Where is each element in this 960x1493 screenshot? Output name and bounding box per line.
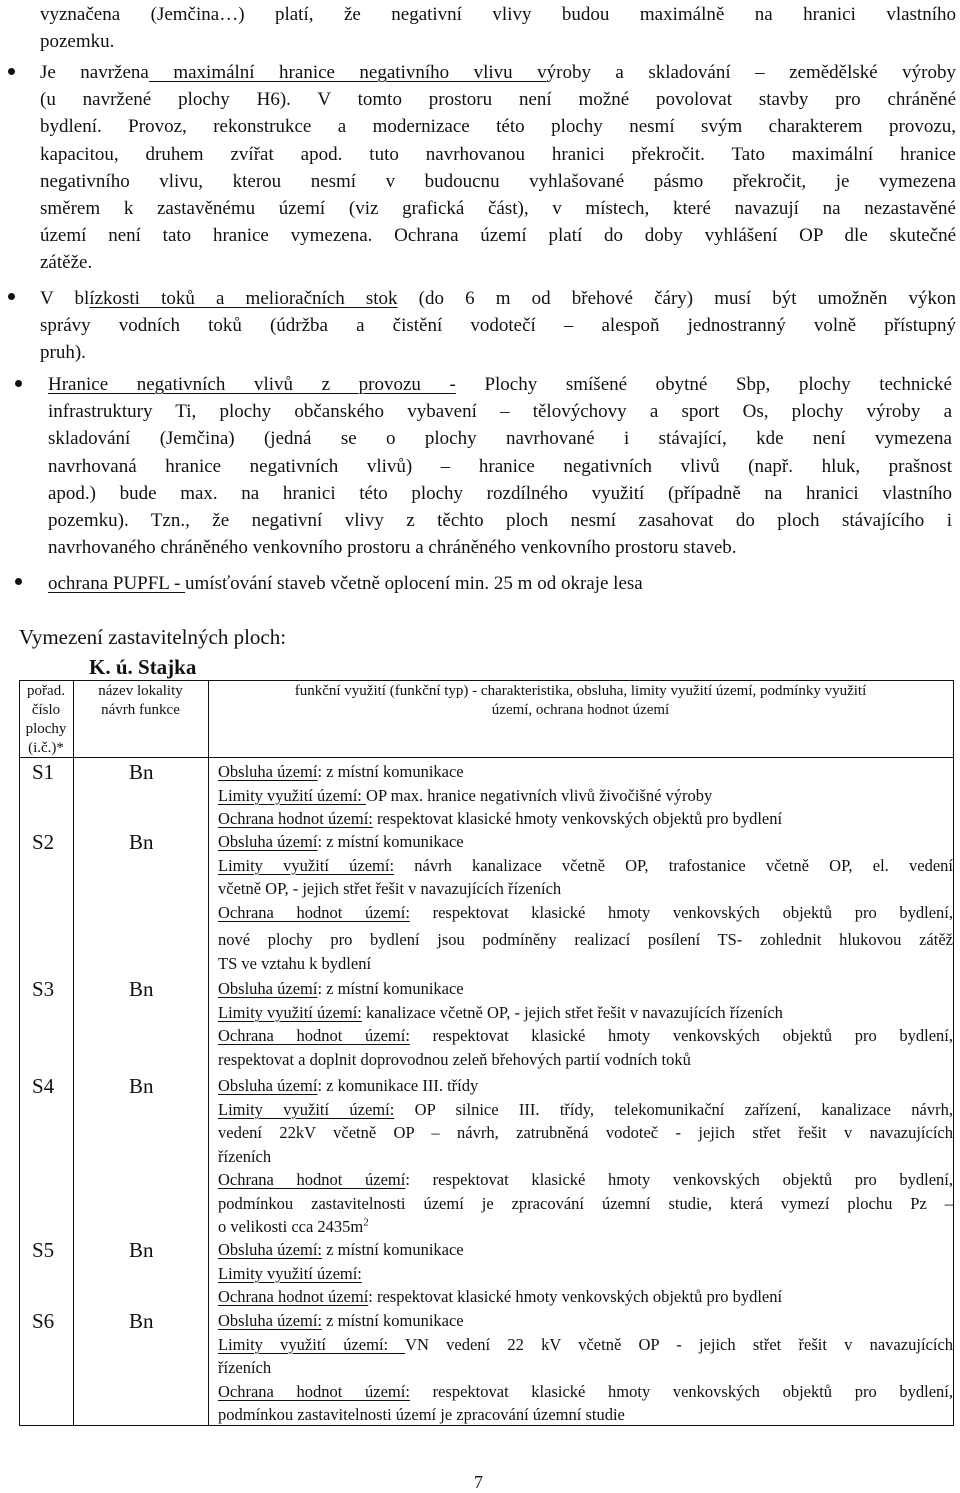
description-line [218, 1215, 953, 1239]
text-line: apod.) bude max. na hranici této plochy rozdílného využití (případně na hranici vlastního [48, 482, 952, 504]
underlined-label: Limity využití území: [218, 785, 367, 805]
description-line [218, 1380, 953, 1404]
row-description [218, 1074, 953, 1239]
description-line [218, 830, 953, 854]
underlined-label: Ochrana hodnot území: [218, 1381, 410, 1401]
description-line [218, 1192, 953, 1216]
table-col-divider [73, 680, 74, 1426]
bullet-dot [8, 68, 15, 75]
description-line [218, 877, 953, 901]
underlined-text: maximální hranice negativního vlivu v [148, 62, 547, 83]
description-line [218, 807, 953, 831]
description-text: OP max. hranice negativních vlivů živočišné výroby [366, 785, 713, 805]
description-line [218, 901, 953, 925]
table-border-left [19, 680, 20, 1426]
underlined-label: Limity využití území: [218, 1334, 406, 1354]
description-text: respektovat a doplnit doprovodnou zeleň břehových partií vodních toků [218, 1049, 691, 1069]
text-line: zátěže. [40, 252, 93, 274]
text-line: území není tato hranice vymezena. Ochrana území platí do doby vyhlášení OP dle skutečné [40, 225, 956, 247]
underlined-label: Obsluha území: [218, 1240, 323, 1259]
underlined-label: Ochrana hodnot území: [218, 902, 410, 922]
description-line [218, 1074, 953, 1098]
description-text: kanalizace včetně OP, - jejich střet řešit v navazujících řízeních [361, 1002, 783, 1022]
underlined-label: Ochrana hodnot území [218, 1170, 406, 1189]
zastavitelne-plochy-table [19, 680, 954, 1426]
text-line: pozemku. [40, 31, 115, 53]
underlined-label: Ochrana hodnot území: [218, 1026, 410, 1045]
description-line [218, 1403, 953, 1427]
underlined-label: Obsluha území [218, 762, 318, 781]
description-line [218, 1309, 953, 1333]
underlined-label: Limity využití území: [218, 1263, 362, 1283]
row-description [218, 760, 953, 831]
text-line: směrem k zastavěnému území (viz grafická část), v místech, které navazují na nezastavěné [40, 198, 956, 220]
description-text: řízeních [218, 1358, 272, 1377]
paragraph-negative-influence-limit [40, 59, 956, 277]
description-text: vedení 22kV včetně OP – návrh, zatrubněná vodoteč - jejich střet řešit v navazujících [218, 1123, 953, 1142]
underlined-label: Limity využití území: [218, 855, 395, 875]
paragraph-negative-influences [48, 371, 952, 561]
row-code: S4 [32, 1074, 55, 1098]
description-line [218, 1098, 953, 1122]
text-run: Je navržena [40, 62, 149, 83]
text-line: vyznačena (Jemčina…) platí, že negativní vlivy budou maximálně na hranici vlastního [40, 4, 956, 25]
bullet-dot [15, 578, 22, 585]
section-heading: Vymezení zastavitelných ploch: [19, 625, 287, 649]
description-text: : z místní komunikace [317, 979, 464, 998]
underlined-label: Obsluha území [218, 1076, 318, 1095]
text-line: pruh). [40, 342, 86, 364]
row-code: S3 [32, 977, 55, 1001]
description-line [218, 1356, 953, 1380]
underlined-label: Ochrana hodnot území [218, 1287, 369, 1306]
description-text: respektovat klasické hmoty venkovských objektů pro bydlení, [409, 1381, 953, 1401]
row-function-code: Bn [129, 1238, 154, 1262]
row-code: S5 [32, 1238, 55, 1262]
description-text: respektovat klasické hmoty venkovských objektů pro bydlení, [409, 1026, 953, 1045]
text-run: V bl [40, 288, 90, 309]
table-col-divider [208, 680, 209, 1426]
description-line [218, 784, 953, 808]
description-line [218, 1145, 953, 1169]
underlined-label: Obsluha území: [218, 1311, 323, 1330]
description-line [218, 1024, 953, 1048]
description-text: podmínkou zastavitelnosti území je zpracování územní studie [218, 1405, 625, 1424]
description-text: návrh kanalizace včetně OP, trafostanice včetně OP, el. vedení [394, 855, 953, 875]
description-line [218, 977, 953, 1001]
row-code: S2 [32, 830, 55, 854]
underlined-label: Obsluha území [218, 832, 318, 851]
row-function-code: Bn [129, 760, 154, 784]
description-text: respektovat klasické hmoty venkovských objektů pro bydlení, [409, 902, 953, 922]
description-line [218, 1333, 953, 1357]
bullet-dot [8, 293, 15, 300]
description-line [218, 1285, 953, 1309]
paragraph-continuation [40, 1, 956, 55]
row-code: S6 [32, 1309, 55, 1333]
text-line: správy vodních toků (údržba a čistění vodotečí – alespoň jednostranný volně přístupný [40, 315, 956, 337]
description-text: z místní komunikace [322, 1240, 464, 1259]
description-line [218, 1238, 953, 1262]
header-cell-function: funkční využití (funkční typ) - charakteristika, obsluha, limity využití území, podmínky využití území, ochrana hodnot území [294, 683, 867, 718]
text-line: pozemku). Tzn., že negativní vlivy z těchto ploch nesmí zasahovat do ploch stávajícího i [48, 510, 952, 532]
description-text: včetně OP, - jejich střet řešit v navazujících řízeních [218, 879, 562, 898]
row-description [218, 1238, 953, 1309]
text-line: (u navržené plochy H6). V tomto prostoru není možné povolovat stavby pro chráněné [40, 89, 956, 111]
row-function-code: Bn [129, 977, 154, 1001]
description-line [218, 760, 953, 784]
text-run: Plochy smíšené obytné Sbp, plochy technické [455, 374, 952, 395]
underlined-label: Limity využití území: [218, 1002, 362, 1022]
text-line: infrastruktury Ti, plochy občanského vybavení – tělovýchovy a sport Os, plochy výroby a [48, 401, 952, 423]
description-line [218, 1262, 953, 1286]
table-border-right [953, 680, 954, 1426]
row-description [218, 830, 953, 975]
description-text: : z místní komunikace [317, 762, 464, 781]
description-text: OP silnice III. třídy, telekomunikační zařízení, kanalizace návrh, [394, 1099, 953, 1119]
row-description [218, 977, 953, 1071]
superscript: 2 [363, 1216, 369, 1229]
row-function-code: Bn [129, 830, 154, 854]
text-line: navrhovaného chráněného venkovního prostoru a chráněného venkovního prostoru staveb. [48, 537, 737, 559]
text-run: ýroby a skladování – zemědělské výroby [546, 62, 956, 83]
description-text: : z místní komunikace [317, 832, 464, 851]
description-line [218, 928, 953, 952]
description-line [218, 1121, 953, 1145]
table-header-divider [19, 757, 954, 758]
underlined-label: Ochrana hodnot území: [218, 809, 373, 828]
description-text: z místní komunikace [322, 1311, 464, 1330]
description-text: : respektovat klasické hmoty venkovských objektů pro bydlení, [405, 1170, 954, 1189]
description-text: o velikosti cca 2435m [218, 1217, 364, 1236]
description-text: VN vedení 22 kV včetně OP - jejich střet řešit v navazujících [405, 1334, 954, 1354]
paragraph-watercourses [40, 285, 956, 367]
text-run: (do 6 m od břehové čáry) musí být umožněn výkon [397, 288, 956, 309]
table-border-top [19, 680, 954, 681]
underlined-text: ochrana PUPFL - [48, 573, 186, 594]
text-line: navrhovaná hranice negativních vlivů) – hranice negativních vlivů (např. hluk, prašnost [48, 455, 952, 477]
description-text: TS ve vztahu k bydlení [218, 953, 372, 973]
underlined-label: Limity využití území: [218, 1099, 395, 1119]
text-run: umísťování staveb včetně oplocení min. 25 m od okraje lesa [185, 573, 643, 594]
text-line: skladování (Jemčina) (jedná se o plochy navrhované i stávající, kde není vymezena [48, 428, 952, 450]
description-text: : respektovat klasické hmoty venkovských objektů pro bydlení [368, 1287, 783, 1306]
page-number: 7 [474, 1472, 483, 1492]
description-line [218, 854, 953, 878]
row-code: S1 [32, 760, 55, 784]
description-text: : z komunikace III. třídy [317, 1076, 479, 1095]
header-cell-number: pořad. číslo plochy (i.č.)* [25, 683, 67, 756]
description-line [218, 1168, 953, 1192]
row-function-code: Bn [129, 1074, 154, 1098]
text-line: kapacitou, druhem zvířat apod. tuto navrhovanou hranici překročit. Tato maximální hranice [40, 143, 956, 165]
underlined-text: ízkosti toků a melioračních stok [89, 288, 398, 309]
row-function-code: Bn [129, 1309, 154, 1333]
description-text: respektovat klasické hmoty venkovských objektů pro bydlení [372, 809, 783, 828]
bullet-dot [15, 380, 22, 387]
header-cell-locality: název lokality návrh funkce [98, 683, 183, 718]
description-text: řízeních [218, 1146, 272, 1166]
row-description [218, 1309, 953, 1427]
description-line [218, 1048, 953, 1072]
description-line [218, 952, 953, 976]
description-line [218, 1001, 953, 1025]
text-line: negativního vlivu, kterou nesmí v budoucnu vyhlašované pásmo překročit, je vymezena [40, 170, 956, 192]
description-text: podmínkou zastavitelnosti území je zpracování územní studie, která vymezí plochu Pz – [218, 1193, 953, 1213]
text-line: bydlení. Provoz, rekonstrukce a modernizace této plochy nesmí svým charakterem provozu, [40, 116, 956, 138]
description-text: nové plochy pro bydlení jsou podmíněny realizací posílení TS- zohlednit hlukovou zátěž [218, 930, 953, 949]
cadastral-area-heading: K. ú. Stajka [89, 655, 197, 679]
paragraph-pupfl [48, 570, 952, 597]
underlined-text: Hranice negativních vlivů z provozu - [48, 374, 456, 395]
underlined-label: Obsluha území [218, 979, 318, 998]
